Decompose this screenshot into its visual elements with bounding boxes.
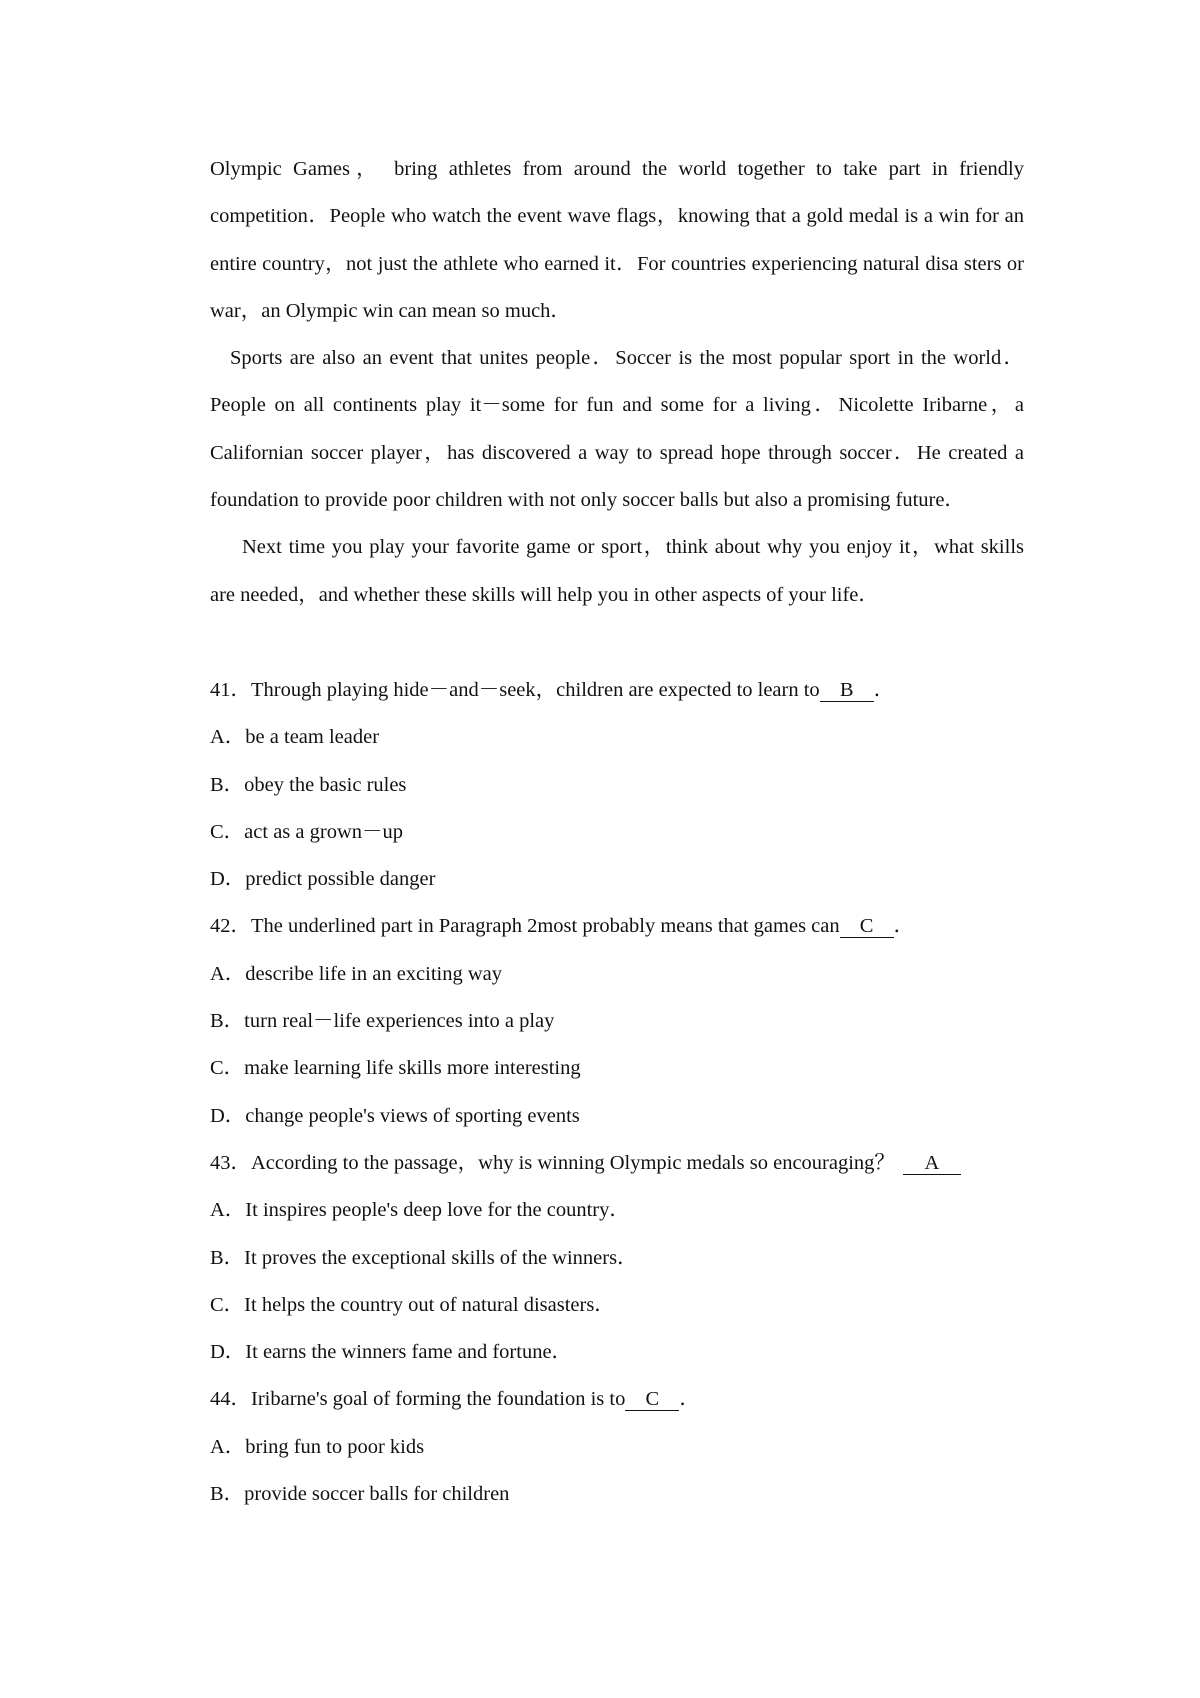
option-42-b: B．turn real－life experiences into a play (210, 1010, 555, 1033)
question-end-punct: ． (893, 915, 915, 938)
question-41-stem (210, 667, 1024, 714)
section-gap (210, 619, 1024, 667)
question-43-stem (210, 1140, 1024, 1187)
question-stem-text: 44．Iribarne's goal of forming the foundation is to (210, 1388, 626, 1411)
question-42-stem (210, 903, 1024, 950)
option-41-a: A．be a team leader (210, 726, 380, 749)
option-42-c: C．make learning life skills more interesting (210, 1057, 581, 1080)
option-41-d: D．predict possible danger (210, 868, 436, 891)
answer-blank: C (625, 1388, 679, 1411)
question-stem-text: 42．The underlined part in Paragraph 2most probably means that games can (210, 915, 840, 938)
option-41-b: B．obey the basic rules (210, 773, 407, 796)
passage-paragraph-3: Next time you play your favorite game or sport，think about why you enjoy it，what skills are needed，and whether these skills will help you in other aspects of your life． (210, 536, 1024, 606)
option-44-b: B．provide soccer balls for children (210, 1483, 510, 1506)
option-42-d: D．change people's views of sporting events (210, 1104, 580, 1127)
passage-paragraph-2: Sports are also an event that unites people．Soccer is the most popular sport in the world．People on all continents play it－some for fun and some for a living．Nicolette Iribarne，a Californian soccer player，has discovered a way to spread hope through soccer．He created a foundation to provide poor children with not only soccer balls but also a promising future． (210, 347, 1024, 512)
question-stem-text: 41．Through playing hide－and－seek，children are expected to learn to (210, 678, 820, 701)
option-43-c: C．It helps the country out of natural disasters． (210, 1293, 615, 1316)
option-41-c: C．act as a grown－up (210, 820, 403, 843)
question-44-stem (210, 1376, 1024, 1423)
answer-blank: C (840, 915, 894, 938)
answer-blank: A (903, 1152, 961, 1175)
option-44-a: A．bring fun to poor kids (210, 1435, 425, 1458)
option-43-d: D．It earns the winners fame and fortune． (210, 1341, 573, 1364)
answer-blank: B (820, 679, 874, 702)
option-42-a: A．describe life in an exciting way (210, 962, 503, 985)
document-page (210, 146, 1024, 1518)
question-stem-text: 43．According to the passage，why is winning Olympic medals so encouraging？ (210, 1151, 895, 1174)
question-end-punct: ． (679, 1388, 700, 1411)
passage-paragraph-1: Olympic Games， bring athletes from around the world together to take part in friendly competition．People who watch the event wave flags，knowing that a gold medal is a win for an entire country，not just the athlete who earned it．For countries experiencing natural disa sters or war，an Olympic win can mean so much． (210, 158, 1024, 322)
option-43-a: A．It inspires people's deep love for the country． (210, 1199, 630, 1222)
option-43-b: B．It proves the exceptional skills of the winners． (210, 1246, 638, 1269)
question-end-punct: ． (873, 678, 895, 701)
